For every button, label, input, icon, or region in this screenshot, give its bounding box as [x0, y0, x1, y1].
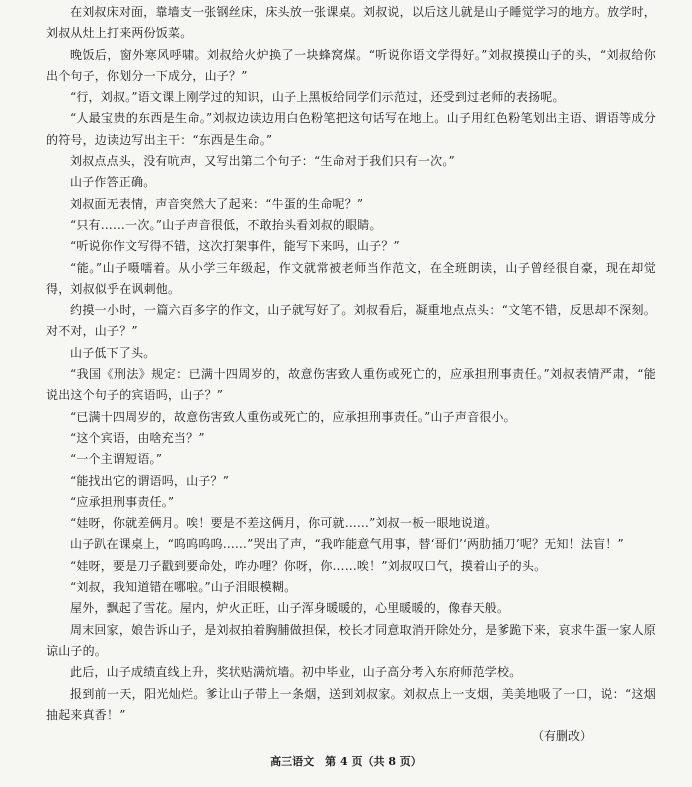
paragraph: 刘叔点点头，没有吭声，又写出第二个句子：“生命对于我们只有一次。”: [70, 154, 455, 169]
paragraph: “已满十四周岁的，故意伤害致人重伤或死亡的，应承担刑事责任。”山子声音很小。: [70, 409, 516, 424]
paragraph: “娃呀，你就差俩月。唉！要是不差这俩月，你可就……”刘叔一板一眼地说道。: [70, 516, 498, 531]
paragraph: 刘叔面无表情，声音突然大了起来：“牛蛋的生命呢？”: [70, 196, 364, 211]
paragraph: “听说你作文写得不错，这次打架事件，能写下来吗，山子？”: [70, 239, 400, 254]
story-text: [46, 2, 656, 726]
paragraph: 晚饭后，窗外寒风呼啸。刘叔给火炉换了一块蜂窝煤。“听说你语文学得好。”刘叔摸摸山子的头，“刘叔给你出个句子，你划分一下成分，山子？”: [46, 47, 656, 83]
paragraph: 屋外，飘起了雪花。屋内，炉火正旺，山子浑身暖暖的，心里暖暖的，像春天般。: [70, 601, 510, 616]
paragraph: “娃呀，要是刀子戳到要命处，咋办哩？你呀，你……唉！”刘叔叹口气，摸着山子的头。: [70, 558, 547, 573]
paragraph: “能。”山子嗫嚅着。从小学三年级起，作文就常被老师当作范文，在全班朗读，山子曾经很自豪，现在却觉得，刘叔似乎在讽刺他。: [46, 260, 656, 296]
paragraph: “行，刘叔。”语文课上刚学过的知识，山子上黑板给同学们示范过，还受到过老师的表扬呢。: [70, 90, 565, 105]
paragraph: “只有……一次。”山子声音很低，不敢抬头看刘叔的眼睛。: [70, 217, 382, 232]
paragraph: 报到前一天，阳光灿烂。爹让山子带上一条烟，送到刘叔家。刘叔点上一支烟，美美地吸了一口，说：“这烟抽起来真香！”: [46, 686, 656, 722]
paragraph: “能找出它的谓语吗，山子？”: [70, 473, 230, 488]
paragraph: “一个主谓短语。”: [70, 452, 163, 467]
paragraph: “这个宾语，由啥充当？”: [70, 430, 205, 445]
page-footer: 高三语文 第 4 页（共 8 页）: [270, 755, 422, 768]
paragraph: “应承担刑事责任。”: [70, 494, 175, 509]
paragraph: “刘叔，我知道错在哪啦。”山子泪眼模糊。: [70, 580, 297, 595]
paragraph: “人最宝贵的东西是生命。”刘叔边读边用白色粉笔把这句话写在地上。山子用红色粉笔划出主语、谓语等成分的符号，边读边写出主干：“东西是生命。”: [46, 111, 656, 147]
edit-note: （有删改）: [531, 729, 592, 743]
paragraph: 约摸一小时，一篇六百多字的作文，山子就写好了。刘叔看后，凝重地点点头：“文笔不错，反思却不深刻。对不对，山子？”: [46, 303, 656, 339]
paragraph: 此后，山子成绩直线上升，奖状贴满炕墙。初中毕业，山子高分考入东府师范学校。: [70, 665, 522, 680]
paragraph: 山子低下了头。: [70, 345, 156, 360]
paragraph: 山子趴在课桌上，“呜呜呜呜……”哭出了声，“我咋能意气用事，替‘哥们’‘两肋插刀’呢？无知！法盲！”: [70, 537, 624, 552]
paragraph: 山子作答正确。: [70, 175, 156, 190]
paragraph: 周末回家，娘告诉山子，是刘叔拍着胸脯做担保，校长才同意取消开除处分，是爹跪下来，哀求牛蛋一家人原谅山子的。: [46, 622, 656, 658]
paragraph: 在刘叔床对面，靠墙支一张钢丝床，床头放一张课桌。刘叔说，以后这儿就是山子睡觉学习的地方。放学时，刘叔从灶上打来两份饭菜。: [46, 5, 656, 41]
paragraph: “我国《刑法》规定：已满十四周岁的，故意伤害致人重伤或死亡的，应承担刑事责任。”刘叔表情严肃，“能说出这个句子的宾语吗，山子？”: [46, 367, 656, 403]
